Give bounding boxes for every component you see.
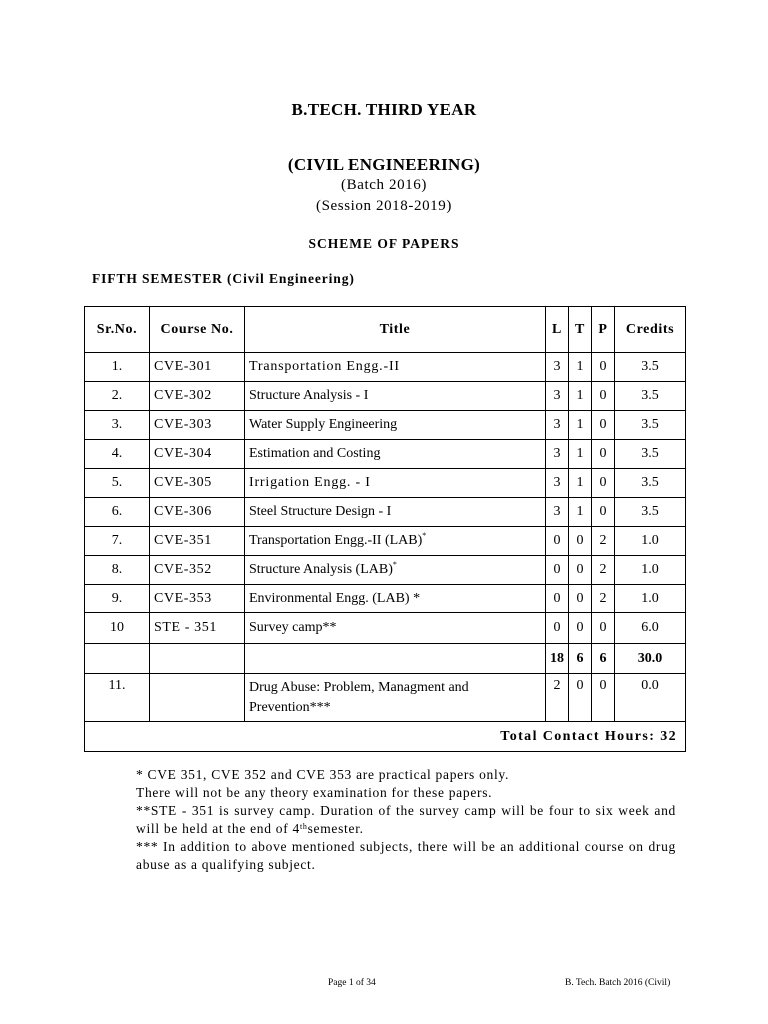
cell-t: 1	[569, 353, 592, 382]
cell-sr: 6.	[85, 498, 150, 527]
cell-course: CVE-353	[150, 585, 245, 613]
page-number: Page 1 of 34	[328, 978, 376, 988]
table-row	[85, 613, 686, 644]
table-row	[85, 585, 686, 613]
cell-course: CVE-352	[150, 556, 245, 585]
note-line: * CVE 351, CVE 352 and CVE 353 are practical papers only.	[136, 767, 510, 782]
cell-sr: 4.	[85, 440, 150, 469]
cell-credits: 3.5	[615, 498, 686, 527]
table-row	[85, 556, 686, 585]
cell-credits: 0.0	[615, 674, 686, 722]
cell-empty	[245, 644, 546, 674]
cell-l: 3	[546, 469, 569, 498]
cell-t: 0	[569, 674, 592, 722]
header-p: P	[592, 307, 615, 353]
cell-title: Irrigation Engg. - I	[245, 469, 546, 498]
session-label: (Session 2018-2019)	[316, 198, 452, 214]
table-row	[85, 382, 686, 411]
cell-p: 0	[592, 440, 615, 469]
cell-title: Structure Analysis - I	[245, 382, 546, 411]
cell-empty	[150, 644, 245, 674]
cell-sr: 3.	[85, 411, 150, 440]
cell-course: CVE-351	[150, 527, 245, 556]
header-title: Title	[245, 307, 546, 353]
totals-row	[85, 644, 686, 674]
note-line	[136, 802, 676, 838]
cell-p: 0	[592, 674, 615, 722]
cell-l: 3	[546, 411, 569, 440]
cell-l: 0	[546, 556, 569, 585]
cell-course	[150, 674, 245, 722]
table-row	[85, 498, 686, 527]
cell-title: Environmental Engg. (LAB) *	[245, 585, 546, 613]
cell-p: 0	[592, 382, 615, 411]
note-text: semester.	[307, 821, 364, 836]
cell-title: Estimation and Costing	[245, 440, 546, 469]
cell-t: 1	[569, 382, 592, 411]
cell-l: 0	[546, 527, 569, 556]
cell-title-text: Structure Analysis (LAB)	[249, 562, 393, 577]
notes-section	[136, 766, 676, 874]
note-line: *** In addition to above mentioned subjects, there will be an additional course on drug abuse as a qualifying subject.	[136, 839, 676, 872]
cell-course: CVE-306	[150, 498, 245, 527]
note-text: **STE - 351 is survey camp. Duration of the survey camp will be four to six week and will be held at the end of 4	[136, 803, 676, 836]
branch-title: (CIVIL ENGINEERING)	[287, 155, 481, 174]
header-course-no: Course No.	[150, 307, 245, 353]
table-row	[85, 674, 686, 722]
cell-l: 3	[546, 440, 569, 469]
cell-p: 0	[592, 498, 615, 527]
cell-course: STE - 351	[150, 613, 245, 644]
cell-p: 2	[592, 527, 615, 556]
cell-l: 2	[546, 674, 569, 722]
cell-course: CVE-302	[150, 382, 245, 411]
cell-title: Transportation Engg.-II	[245, 353, 546, 382]
scheme-table	[84, 306, 686, 752]
cell-l: 3	[546, 498, 569, 527]
cell-credits: 3.5	[615, 469, 686, 498]
cell-title-text: Transportation Engg.-II (LAB)	[249, 533, 423, 548]
scheme-heading: SCHEME OF PAPERS	[308, 236, 460, 251]
cell-course: CVE-305	[150, 469, 245, 498]
cell-t: 0	[569, 613, 592, 644]
cell-t: 1	[569, 440, 592, 469]
header-l: L	[546, 307, 569, 353]
cell-l: 0	[546, 613, 569, 644]
cell-credits: 1.0	[615, 527, 686, 556]
cell-sr: 5.	[85, 469, 150, 498]
cell-title: Survey camp**	[245, 613, 546, 644]
cell-credits: 6.0	[615, 613, 686, 644]
table-row	[85, 411, 686, 440]
cell-p: 0	[592, 613, 615, 644]
header-credits: Credits	[615, 307, 686, 353]
cell-credits: 3.5	[615, 440, 686, 469]
cell-l: 0	[546, 585, 569, 613]
footer-doc-label: B. Tech. Batch 2016 (Civil)	[565, 978, 671, 988]
table-row	[85, 469, 686, 498]
cell-t: 0	[569, 556, 592, 585]
cell-sr: 9.	[85, 585, 150, 613]
cell-credits: 1.0	[615, 585, 686, 613]
semester-heading: FIFTH SEMESTER (Civil Engineering)	[92, 271, 355, 286]
cell-credits: 3.5	[615, 382, 686, 411]
cell-sr: 1.	[85, 353, 150, 382]
document-title: B.TECH. THIRD YEAR	[291, 100, 477, 119]
cell-sr: 11.	[85, 674, 150, 722]
cell-title	[245, 527, 546, 556]
cell-title	[245, 556, 546, 585]
cell-sr: 2.	[85, 382, 150, 411]
total-l: 18	[546, 644, 569, 674]
total-credits: 30.0	[615, 644, 686, 674]
ordinal-suffix: th	[299, 822, 308, 831]
total-contact-hours: Total Contact Hours: 32	[85, 722, 686, 752]
cell-credits: 1.0	[615, 556, 686, 585]
total-hours-row	[85, 722, 686, 752]
header-sr-no: Sr.No.	[85, 307, 150, 353]
note-line: There will not be any theory examination for these papers.	[136, 785, 493, 800]
cell-p: 0	[592, 469, 615, 498]
cell-course: CVE-303	[150, 411, 245, 440]
cell-credits: 3.5	[615, 411, 686, 440]
table-row	[85, 353, 686, 382]
table-row	[85, 440, 686, 469]
cell-p: 0	[592, 353, 615, 382]
total-t: 6	[569, 644, 592, 674]
cell-t: 0	[569, 527, 592, 556]
footnote-mark: *	[422, 531, 427, 540]
total-p: 6	[592, 644, 615, 674]
cell-title: Water Supply Engineering	[245, 411, 546, 440]
cell-sr: 8.	[85, 556, 150, 585]
cell-t: 0	[569, 585, 592, 613]
cell-sr: 7.	[85, 527, 150, 556]
cell-course: CVE-301	[150, 353, 245, 382]
table-header-row	[85, 307, 686, 353]
cell-empty	[85, 644, 150, 674]
cell-sr: 10	[85, 613, 150, 644]
table-row	[85, 527, 686, 556]
cell-t: 1	[569, 498, 592, 527]
cell-p: 2	[592, 585, 615, 613]
footnote-mark: *	[392, 560, 397, 569]
header-t: T	[569, 307, 592, 353]
cell-l: 3	[546, 382, 569, 411]
cell-t: 1	[569, 469, 592, 498]
cell-p: 0	[592, 411, 615, 440]
cell-l: 3	[546, 353, 569, 382]
cell-p: 2	[592, 556, 615, 585]
cell-credits: 3.5	[615, 353, 686, 382]
cell-title: Steel Structure Design - I	[245, 498, 546, 527]
cell-course: CVE-304	[150, 440, 245, 469]
cell-t: 1	[569, 411, 592, 440]
batch-label: (Batch 2016)	[341, 177, 427, 193]
cell-title: Drug Abuse: Problem, Managment and Prevention***	[245, 674, 546, 722]
